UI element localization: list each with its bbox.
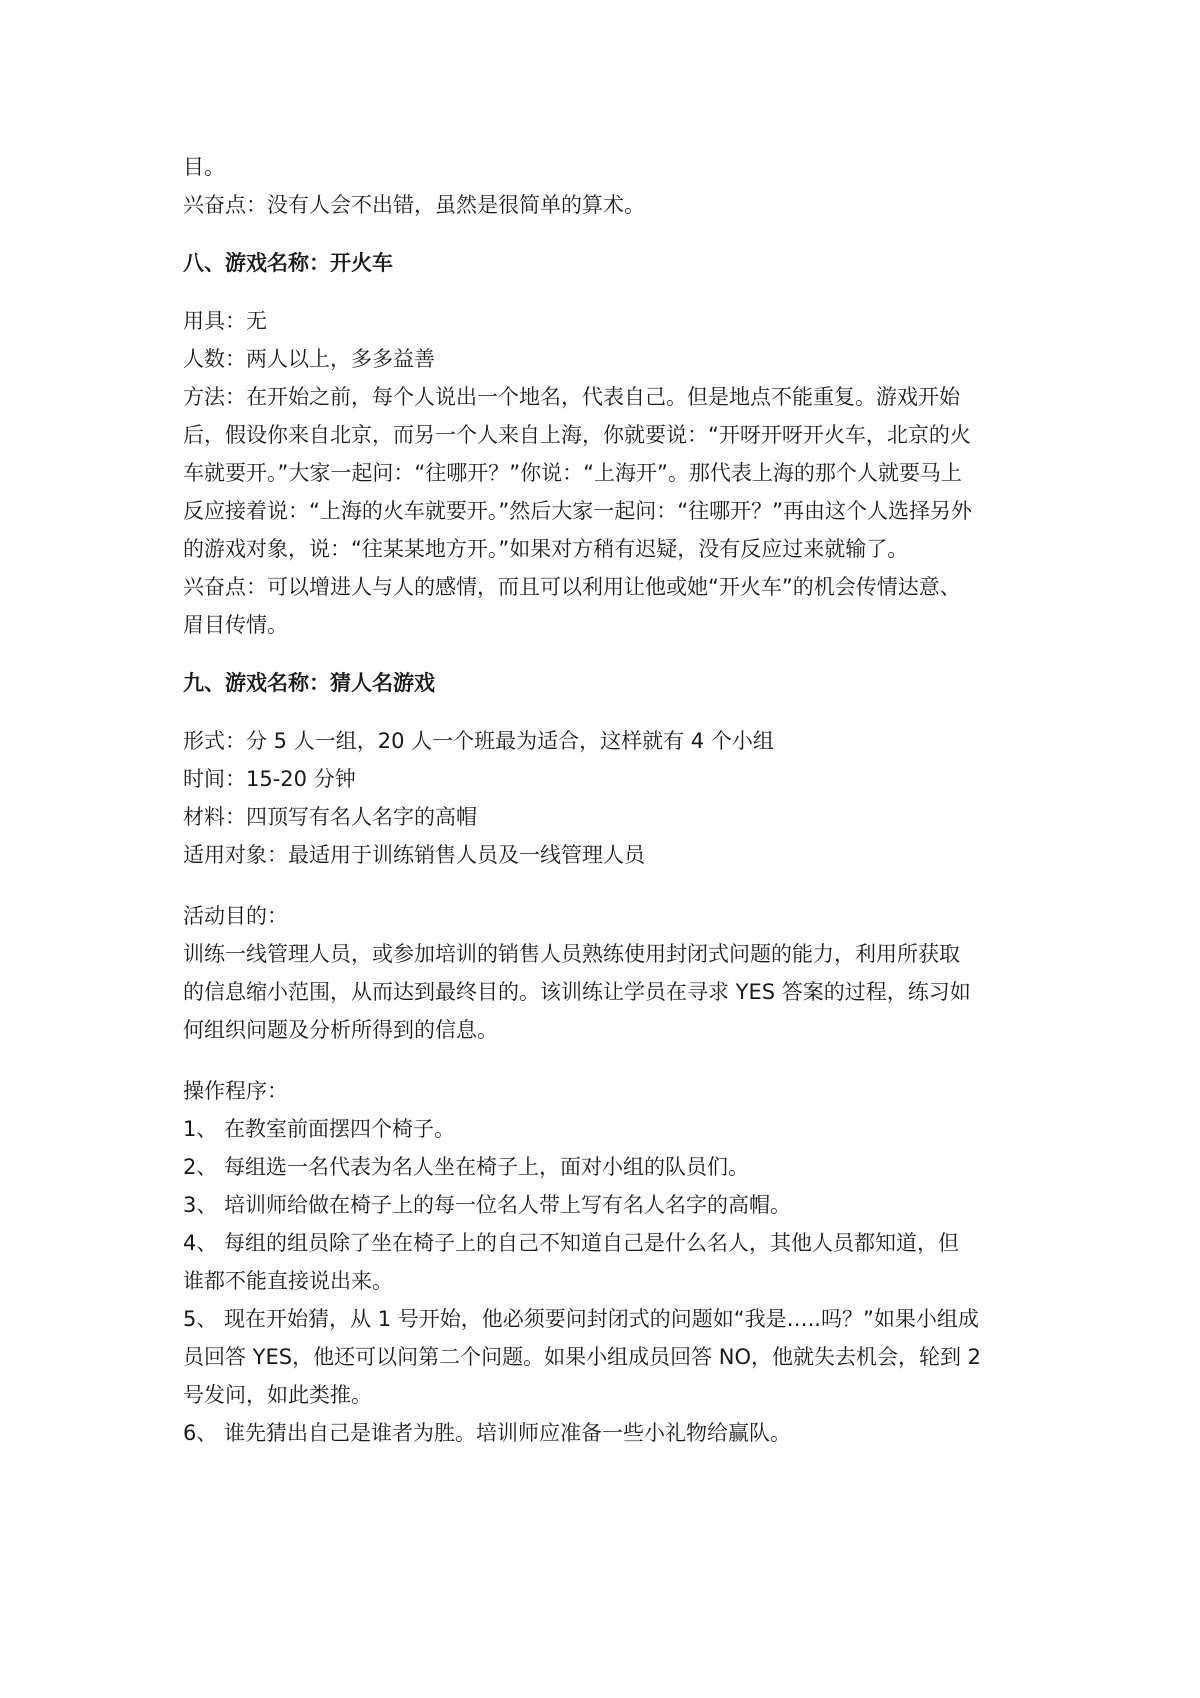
prev-section-excitement: 兴奋点：没有人会不出错，虽然是很简单的算术。 <box>183 193 645 217</box>
purpose-line: 的信息缩小范围，从而达到最终目的。该训练让学员在寻求 YES 答案的过程，练习如 <box>183 980 971 1004</box>
section-8-method-line: 反应接着说：“上海的火车就要开。”然后大家一起问：“往哪开？”再由这个人选择另外 <box>183 499 973 523</box>
step-line: 4、 每组的组员除了坐在椅子上的自己不知道自己是什么名人，其他人员都知道，但 <box>183 1231 960 1255</box>
purpose-line: 训练一线管理人员，或参加培训的销售人员熟练使用封闭式问题的能力，利用所获取 <box>183 942 960 966</box>
section-8-method-line: 后，假设你来自北京，而另一个人来自上海，你就要说：“开呀开呀开火车，北京的火 <box>183 423 971 447</box>
section-8-excitement-line: 眉目传情。 <box>183 613 288 637</box>
section-9-heading: 九、游戏名称：猜人名游戏 <box>183 671 435 695</box>
step-line: 3、 培训师给做在椅子上的每一位名人带上写有名人名字的高帽。 <box>183 1193 792 1217</box>
step-line: 谁都不能直接说出来。 <box>183 1269 393 1293</box>
purpose-line: 何组织问题及分析所得到的信息。 <box>183 1018 498 1042</box>
section-8-tools: 用具：无 <box>183 309 267 333</box>
section-8-people: 人数：两人以上，多多益善 <box>183 347 435 371</box>
document-page <box>183 148 1033 1452</box>
section-8-method-line: 方法：在开始之前，每个人说出一个地名，代表自己。但是地点不能重复。游戏开始 <box>183 385 960 409</box>
purpose-label: 活动目的： <box>183 904 288 928</box>
section-9-form: 形式：分 5 人一组，20 人一个班最为适合，这样就有 4 个小组 <box>183 729 774 753</box>
step-line: 1、 在教室前面摆四个椅子。 <box>183 1117 456 1141</box>
step-line: 员回答 YES，他还可以问第二个问题。如果小组成员回答 NO，他就失去机会，轮到 2 <box>183 1345 982 1369</box>
prev-section-tail: 目。 <box>183 155 225 179</box>
section-8-method-line: 车就要开。”大家一起问：“往哪开？”你说：“上海开”。那代表上海的那个人就要马上 <box>183 461 962 485</box>
steps-label: 操作程序： <box>183 1079 288 1103</box>
section-8-excitement-line: 兴奋点：可以增进人与人的感情，而且可以利用让他或她“开火车”的机会传情达意、 <box>183 575 961 599</box>
section-9-time: 时间：15-20 分钟 <box>183 767 356 791</box>
section-9-target: 适用对象：最适用于训练销售人员及一线管理人员 <box>183 843 645 867</box>
section-9-material: 材料：四顶写有名人名字的高帽 <box>183 805 477 829</box>
section-8-heading: 八、游戏名称：开火车 <box>183 251 393 275</box>
step-line: 号发问，如此类推。 <box>183 1383 372 1407</box>
section-8-method-line: 的游戏对象，说：“往某某地方开。”如果对方稍有迟疑，没有反应过来就输了。 <box>183 537 909 561</box>
step-line: 2、 每组选一名代表为名人坐在椅子上，面对小组的队员们。 <box>183 1155 750 1179</box>
step-line: 6、 谁先猜出自己是谁者为胜。培训师应准备一些小礼物给赢队。 <box>183 1421 792 1445</box>
step-line: 5、 现在开始猜，从 1 号开始，他必须要问封闭式的问题如“我是…..吗？”如果小组成 <box>183 1307 979 1331</box>
